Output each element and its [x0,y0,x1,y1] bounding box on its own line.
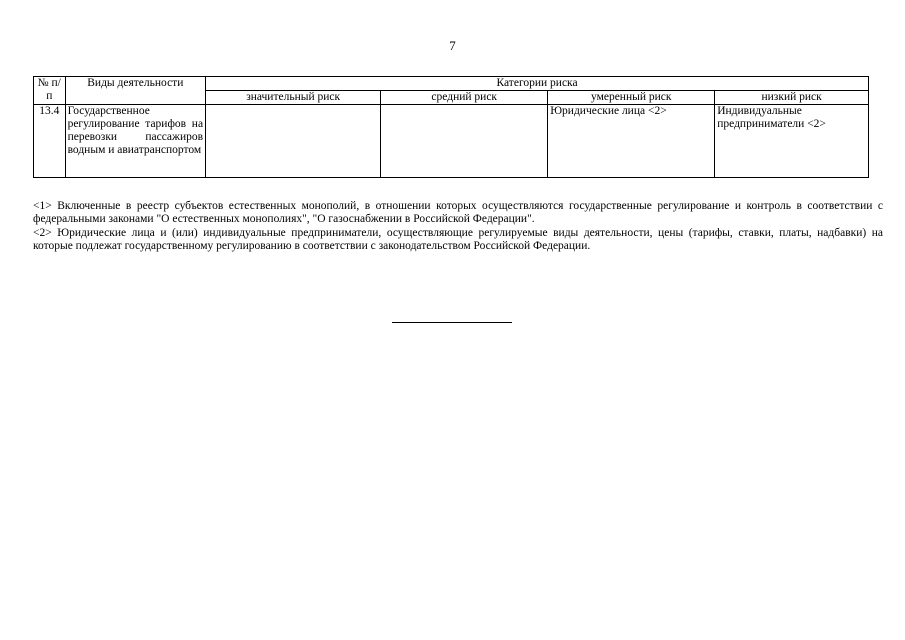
row-low-cell: Индивидуальные предприниматели <2> [715,105,869,178]
header-moderate-risk: умеренный риск [548,91,715,105]
row-activity-cell: Государственное регулирование тарифов на перевозки пассажиров водным и авиатранспортом [65,105,206,178]
header-number: № п/п [34,77,66,105]
header-low-risk: низкий риск [715,91,869,105]
header-activity: Виды деятельности [65,77,206,105]
footnote-2: <2> Юридические лица и (или) индивидуальные предприниматели, осуществляющие регулируемые виды деятельности, цены (тарифы, ставки, платы, надбавки) на которые подлежат государственному регулированию в соответствии с законодательством Российской Федерации. [33,226,883,253]
footnotes [33,200,883,254]
row-medium-cell [381,105,548,178]
header-significant-risk: значительный риск [206,91,381,105]
header-medium-risk: средний риск [381,91,548,105]
table-row [34,105,869,178]
risk-category-table [33,76,869,178]
header-risk-categories: Категории риска [206,77,869,91]
row-moderate-cell: Юридические лица <2> [548,105,715,178]
end-divider-line [392,322,512,323]
page-number: 7 [449,38,456,53]
row-significant-cell [206,105,381,178]
row-number-cell: 13.4 [34,105,66,178]
footnote-1: <1> Включенные в реестр субъектов естественных монополий, в отношении которых осуществляются государственные регулирование и контроль в соответствии с федеральными законами "О естественных монополиях", "О газоснабжении в Российской Федерации". [33,200,883,226]
